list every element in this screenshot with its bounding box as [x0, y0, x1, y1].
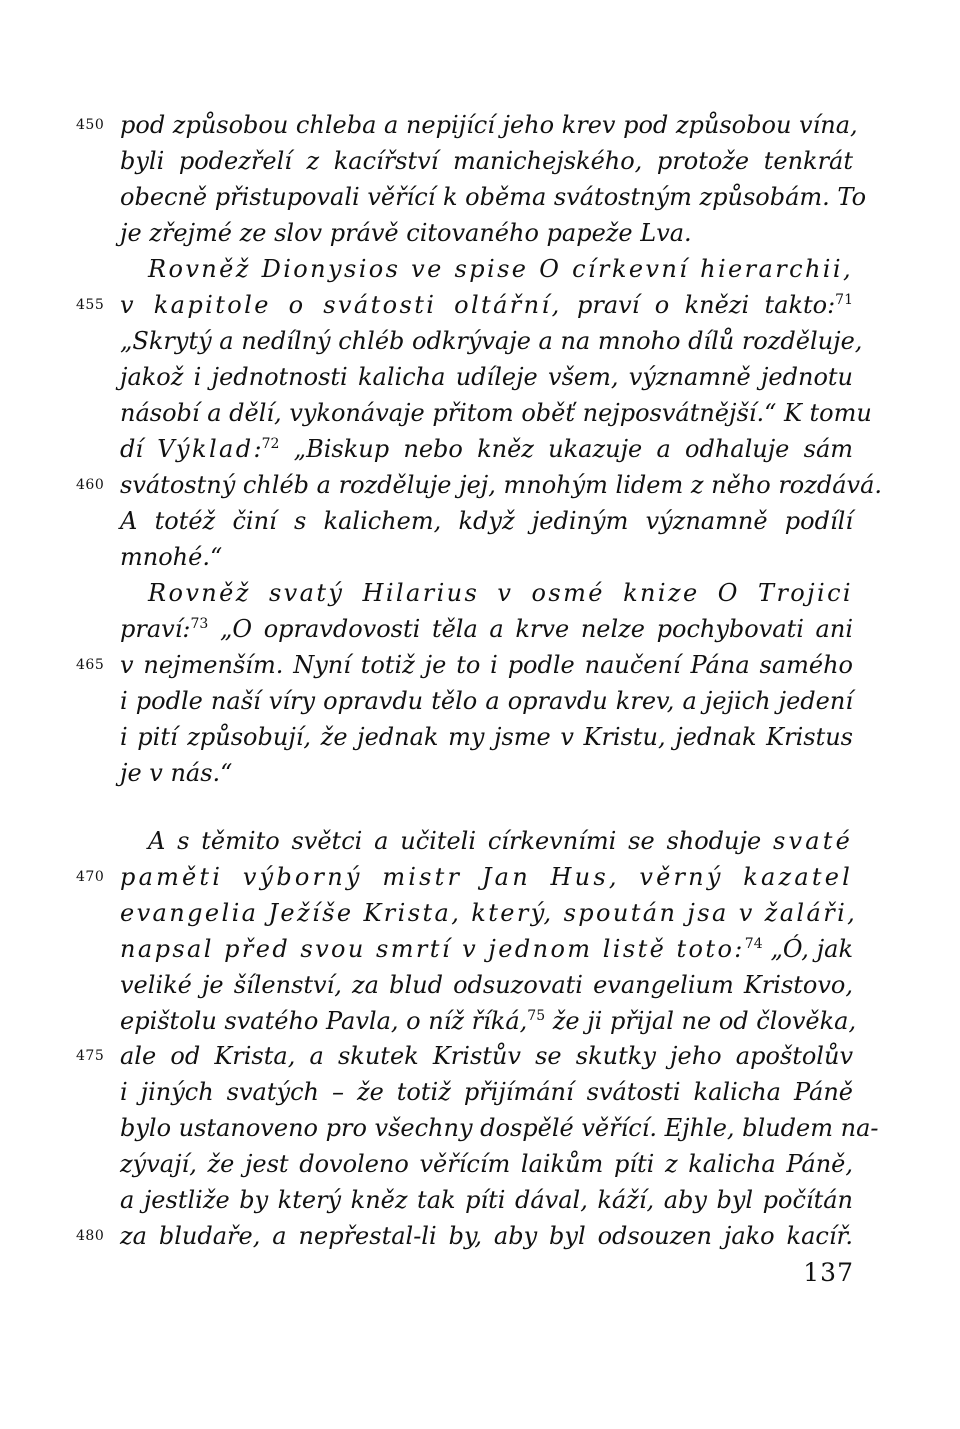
text-line: za bludaře, a nepřestal-li by, aby byl odsouzen jako kacíř.	[120, 1222, 853, 1250]
text-line: i jiných svatých – že totiž přijímání svátosti kalicha Páně	[120, 1078, 853, 1106]
text-span: epištolu svatého Pavla, o níž říká,	[120, 1007, 528, 1035]
footnote-ref: 72	[261, 436, 280, 452]
text-line: obecně přistupovali věřící k oběma svátostným způsobám. To	[120, 183, 867, 211]
page-number: 137	[803, 1258, 854, 1287]
text-line: násobí a dělí, vykonávaje přitom oběť nejposvátnější.“ K tomu	[120, 399, 872, 427]
text-line: „Skrytý a nedílný chléb odkrývaje a na mnoho dílů rozděluje,	[120, 327, 863, 355]
text-line: v nejmenším. Nyní totiž je to i podle naučení Pána samého	[120, 651, 853, 679]
text-line: byli podezřelí z kacířství manichejského, protože tenkrát	[120, 147, 853, 175]
text-line: evangelia Ježíše Krista, který, spoután jsa v žaláři,	[120, 899, 858, 927]
text-line: Rovněž svatý Hilarius v osmé knize O Trojici	[148, 579, 853, 607]
footnote-ref: 71	[835, 292, 853, 308]
text-span: A s těmito světci a učiteli církevními se shoduje	[148, 827, 773, 855]
text-line: je zřejmé ze slov právě citovaného papeže Lva.	[120, 219, 692, 247]
text-span: praví:	[120, 615, 191, 643]
text-line: veliké je šílenství, za blud odsuzovati evangelium Kristovo,	[120, 971, 853, 999]
text-line: je v nás.“	[120, 759, 233, 787]
text-span: „Ó, jak	[762, 935, 853, 963]
line-number: 470	[76, 869, 105, 885]
spaced-text: Výklad	[157, 435, 254, 463]
text-line	[120, 434, 853, 464]
footnote-ref: 73	[190, 616, 209, 632]
text-line	[120, 1006, 857, 1036]
footnote-ref: 74	[744, 936, 763, 952]
line-number: 480	[76, 1228, 105, 1244]
text-span: že ji přijal ne od člověka,	[545, 1007, 857, 1035]
line-number: 455	[76, 297, 105, 313]
text-line: i podle naší víry opravdu tělo a opravdu krev, a jejich jedení	[120, 687, 853, 715]
text-line: bylo ustanoveno pro všechny dospělé věřící. Ejhle, bludem na-	[120, 1114, 879, 1142]
text-span: :	[253, 435, 262, 463]
text-line: pod způsobou chleba a nepijící jeho krev pod způsobou vína,	[120, 111, 858, 139]
spaced-text: v kapitole o svátosti oltářní,	[120, 291, 562, 319]
line-number: 450	[76, 117, 105, 133]
text-line: mnohé.“	[120, 543, 223, 571]
spaced-text: napsal před svou smrtí v jednom listě toto:	[120, 935, 745, 963]
text-span: „Biskup nebo kněz ukazuje a odhaluje sám	[279, 435, 854, 463]
text-line: paměti výborný mistr Jan Hus, věrný kazatel	[120, 863, 853, 891]
footnote-ref: 75	[527, 1008, 546, 1024]
text-span: dí	[120, 435, 158, 463]
text-line: zývají, že jest dovoleno věřícím laikům píti z kalicha Páně,	[120, 1150, 853, 1178]
text-line	[120, 614, 853, 644]
text-line: i pití způsobují, že jednak my jsme v Kristu, jednak Kristus	[120, 723, 853, 751]
text-line: ale od Krista, a skutek Kristův se skutky jeho apoštolův	[120, 1042, 853, 1070]
text-line: Rovněž Dionysios ve spise O církevní hierarchii,	[148, 255, 853, 283]
spaced-text: svaté	[772, 827, 853, 855]
text-line	[120, 290, 853, 320]
text-line: jakož i jednotnosti kalicha udíleje všem, významně jednotu	[120, 363, 853, 391]
text-line	[120, 934, 853, 964]
text-line	[120, 826, 853, 856]
line-number: 475	[76, 1048, 105, 1064]
line-number: 460	[76, 477, 105, 493]
line-number: 465	[76, 657, 105, 673]
text-line: svátostný chléb a rozděluje jej, mnohým lidem z něho rozdává.	[120, 471, 883, 499]
text-span: „O opravdovosti těla a krve nelze pochybovati ani	[208, 615, 853, 643]
text-span: praví o knězi takto:	[561, 291, 836, 319]
text-line: A totéž činí s kalichem, když jediným významně podílí	[120, 507, 853, 535]
text-line: a jestliže by který kněz tak píti dával, káží, aby byl počítán	[120, 1186, 853, 1214]
